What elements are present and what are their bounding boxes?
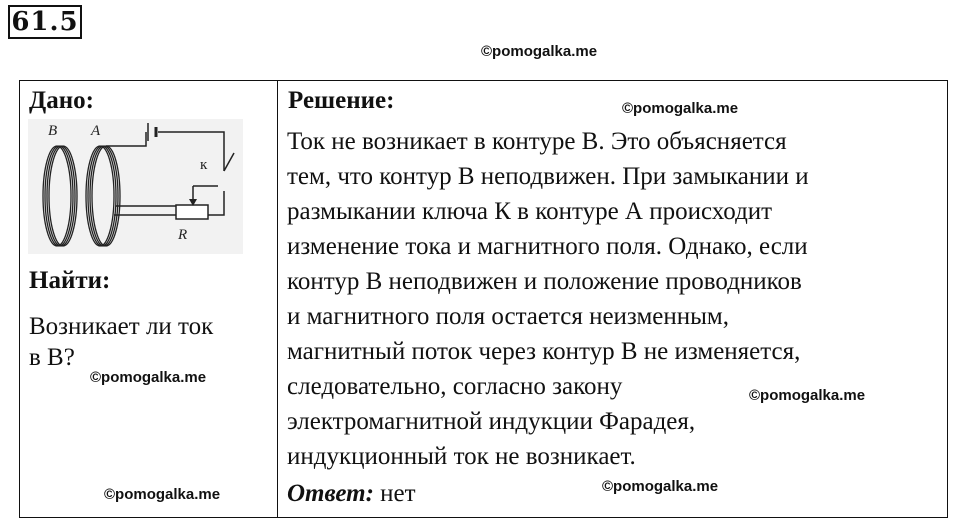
watermark: ©pomogalka.me xyxy=(602,478,719,495)
coil-a-label: A xyxy=(91,123,101,139)
watermark: ©pomogalka.me xyxy=(749,387,866,404)
resistor-icon xyxy=(176,205,208,219)
coil-b-label: B xyxy=(48,123,58,139)
problem-number: 61.5 xyxy=(8,5,82,39)
column-divider xyxy=(277,81,278,517)
find-line: в В? xyxy=(29,344,75,371)
answer-value: нет xyxy=(380,480,416,507)
find-line: Возникает ли ток xyxy=(29,313,214,340)
solution-line: магнитный поток через контур В не изменяется, xyxy=(287,338,801,365)
answer-line xyxy=(287,478,416,509)
solution-line: изменение тока и магнитного поля. Однако, если xyxy=(287,233,808,260)
watermark: ©pomogalka.me xyxy=(90,369,207,386)
watermark: ©pomogalka.me xyxy=(104,486,221,503)
problem-table xyxy=(19,80,948,518)
solution-line: размыкании ключа К в контуре А происходит xyxy=(287,198,773,225)
solution-line: индукционный ток не возникает. xyxy=(287,443,636,470)
solution-line: и магнитного поля остается неизменным, xyxy=(287,303,729,330)
answer-label: Ответ: xyxy=(287,480,374,507)
given-label: Дано: xyxy=(29,87,94,114)
solution-line: Ток не возникает в контуре В. Это объясняется xyxy=(287,128,787,155)
key-label: к xyxy=(200,157,208,173)
solution-line: контур В неподвижен и положение проводников xyxy=(287,268,802,295)
watermark: ©pomogalka.me xyxy=(481,43,598,60)
solution-label: Решение: xyxy=(288,87,395,114)
find-label: Найти: xyxy=(29,267,111,294)
resistor-label: R xyxy=(178,227,188,243)
solution-line: следовательно, согласно закону xyxy=(287,373,623,400)
circuit-diagram xyxy=(28,119,243,254)
watermark: ©pomogalka.me xyxy=(622,100,739,117)
solution-line: электромагнитной индукции Фарадея, xyxy=(287,408,696,435)
solution-line: тем, что контур В неподвижен. При замыкании и xyxy=(287,163,809,190)
